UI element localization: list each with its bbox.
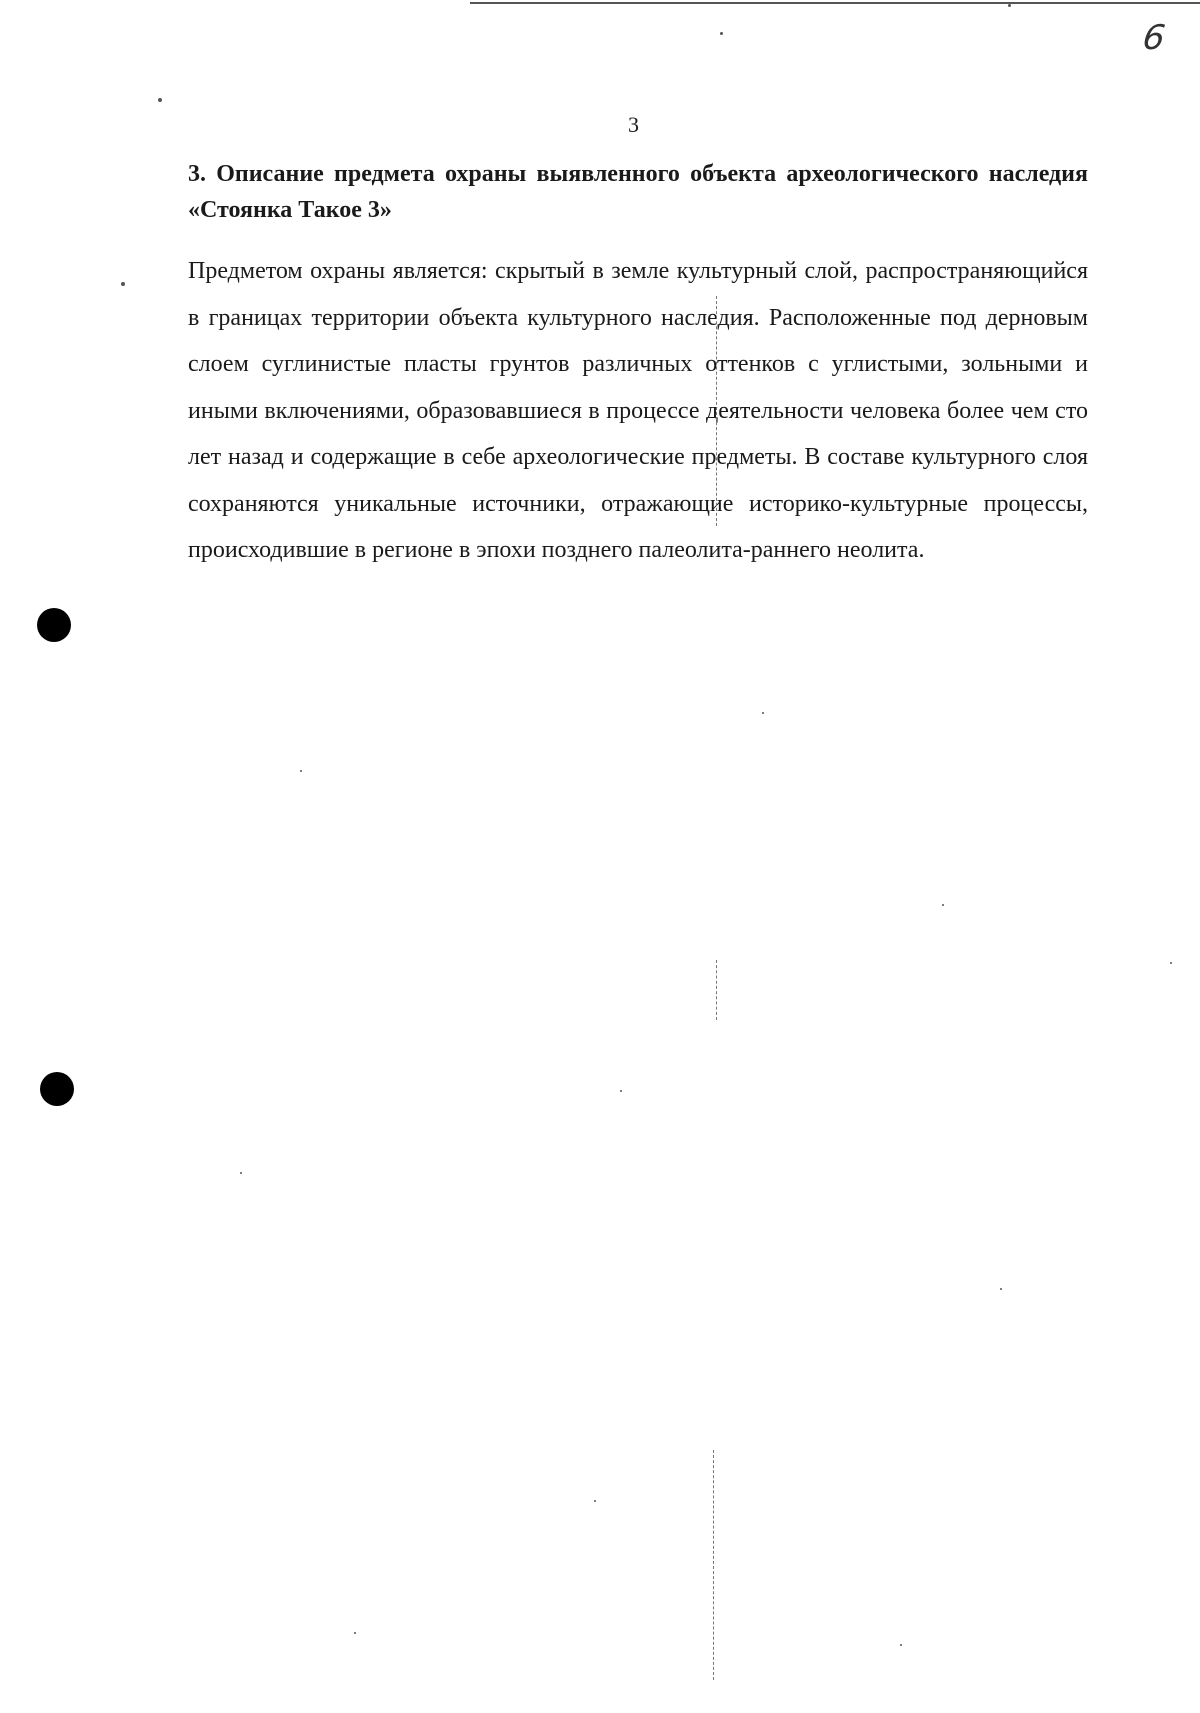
punch-hole [40, 1072, 74, 1106]
section-title: 3. Описание предмета охраны выявленного объекта археологического наследия «Стоянка Такое 3» [188, 161, 1088, 223]
scan-speck [594, 1500, 596, 1502]
scan-speck [762, 712, 764, 714]
scan-speck [1000, 1288, 1002, 1290]
scan-speck [240, 1172, 242, 1174]
scan-speck [900, 1644, 902, 1646]
page-number: 3 [628, 112, 639, 137]
scan-speck [1170, 962, 1172, 964]
scan-speck [942, 904, 944, 906]
scan-speck [121, 282, 125, 286]
scan-speck [1008, 4, 1011, 7]
punch-hole [37, 608, 71, 642]
handwritten-page-number: 6 [1140, 18, 1168, 58]
scan-speck [620, 1090, 622, 1092]
scan-speck [300, 770, 302, 772]
top-edge-line [470, 2, 1200, 4]
section-body-paragraph: Предметом охраны является: скрытый в земле культурный слой, распространяющийся в границах территории объекта культурного наследия. Расположенные под дерновым слоем суглинистые пласты грунтов различных оттенков с углистыми, зольными и иными включениями, образовавшиеся в процессе деятельности человека более чем сто лет назад и содержащие в себе археологические предметы. В составе культурного слоя сохраняются уникальные источники, отражающие историко-культурные процессы, происходившие в регионе в эпохи позднего палеолита-раннего неолита. [188, 258, 1088, 563]
scan-artifact-line [716, 296, 717, 526]
scan-artifact-line [713, 1450, 714, 1680]
scan-artifact-line [716, 960, 717, 1020]
scan-speck [720, 32, 723, 35]
scan-speck [354, 1632, 356, 1634]
scan-speck [158, 98, 162, 102]
